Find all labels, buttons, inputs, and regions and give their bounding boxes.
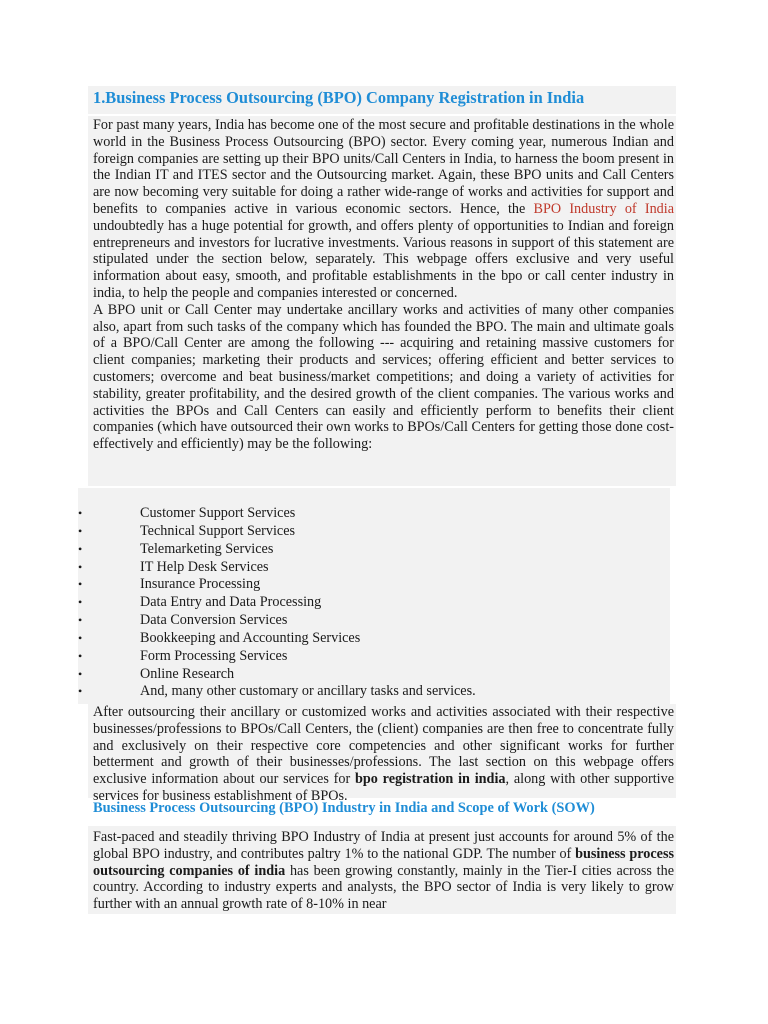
list-item-label: And, many other customary or ancillary tasks and services. [140,683,476,700]
paragraph-goals: A BPO unit or Call Center may undertake ancillary works and activities of many other companies also, apart from such tasks of the company which has founded the BPO. The main and ultimate goals of a BPO/Call Center are among the following --- acquiring and retaining massive customers for client companies; marketing their products and services; offering efficient and better services to customers; overcome and beat business/market competitions; and doing a variety of activities for stability, greater profitability, and the desired growth of the client companies. The various works and activities the BPOs and Call Centers can easily and efficiently perform to benefits their client companies (which have outsourced their own works to BPOs/Call Centers for getting those done cost-effectively and efficiently) may be the following: [93,301,674,453]
list-item-label: Data Entry and Data Processing [140,594,322,611]
paragraph-intro [93,117,674,302]
page-title: 1.Business Process Outsourcing (BPO) Company Registration in India [93,88,585,107]
bullet-icon: • [78,506,83,520]
list-item-label: Customer Support Services [140,505,296,521]
bullet-icon: • [78,630,83,645]
outsourcing-benefits-section [93,704,674,805]
bullet-icon: • [78,559,83,574]
paragraph-text: , along with other supportive services for business establishment of BPOs. [93,771,675,804]
list-item-label: Telemarketing Services [140,540,274,557]
list-item [78,594,476,612]
list-item-label: Data Conversion Services [140,612,288,629]
bullet-icon: • [78,577,83,592]
list-item [78,505,476,523]
paragraph-text: Fast-paced and steadily thriving BPO Industry of India at present just accounts for around 5% of the global BPO industry, and contributes paltry 1% to the national GDP. The number of [93,829,674,862]
list-item-label: Insurance Processing [140,576,261,593]
list-item [78,523,476,541]
list-item-label: IT Help Desk Services [140,558,269,575]
list-item [78,559,476,577]
list-item-label: Bookkeeping and Accounting Services [140,629,361,646]
bpo-industry-link[interactable]: BPO Industry of India [533,200,674,217]
bullet-icon: • [78,648,83,663]
bullet-icon: • [78,523,83,538]
paragraph-text: undoubtedly has a huge potential for growth, and offers plenty of opportunities to Indian and foreign entrepreneurs and investors for lucrative investments. Various reasons in support of this statement are stipulated under the section below, separately. This webpage offers exclusive and very useful information about easy, smooth, and profitable establishments in the bpo or call center industry in india, to help the people and companies interested or concerned. [93,217,674,301]
paragraph-industry [93,829,674,913]
bullet-icon: • [78,613,83,628]
paragraph-benefits [93,704,674,805]
bold-keyword: business process outsourcing companies of india [93,845,674,879]
paragraph-text: For past many years, India has become one of the most secure and profitable destinations in the whole world in the Business Process Outsourcing (BPO) sector. Every coming year, numerous Indian and foreign companies are setting up their BPO units/Call Centers in India, to harness the boom present in the Indian IT and ITES sector and the Outsourcing market. Again, these BPO units and Call Centers are now becoming very suitable for doing a rather wide-range of works and activities for support and benefits to companies active in various economic sectors. Hence, the [93,117,674,217]
list-item [78,683,476,701]
paragraph-text: has been growing constantly, mainly in the Tier-I cities across the country. According to industry experts and analysts, the BPO sector of India is very likely to grow further with an annual growth rate of 8-10% in near [93,862,674,913]
bullet-icon: • [78,684,83,699]
list-item-label: Online Research [140,665,235,682]
list-item [78,666,476,684]
services-list [78,505,476,701]
bullet-icon: • [78,541,83,556]
list-item [78,630,476,648]
list-item-label: Technical Support Services [140,522,296,539]
list-item [78,541,476,559]
list-item [78,612,476,630]
list-item-label: Form Processing Services [140,647,288,664]
bold-keyword: bpo registration in india [354,771,506,788]
section-heading: Business Process Outsourcing (BPO) Industry in India and Scope of Work (SOW) [93,800,595,816]
bullet-icon: • [78,666,83,681]
intro-section [93,117,674,453]
list-item [78,648,476,666]
bullet-icon: • [78,595,83,610]
industry-section [93,829,674,913]
list-item [78,576,476,594]
paragraph-text: After outsourcing their ancillary or customized works and activities associated with their respective businesses/professions to BPOs/Call Centers, the (client) companies are then free to concentrate fully and exclusively on their respective core competencies and other significant works for further betterment and growth of their businesses/professions. The last section on this webpage offers exclusive information about our services for [93,704,674,788]
